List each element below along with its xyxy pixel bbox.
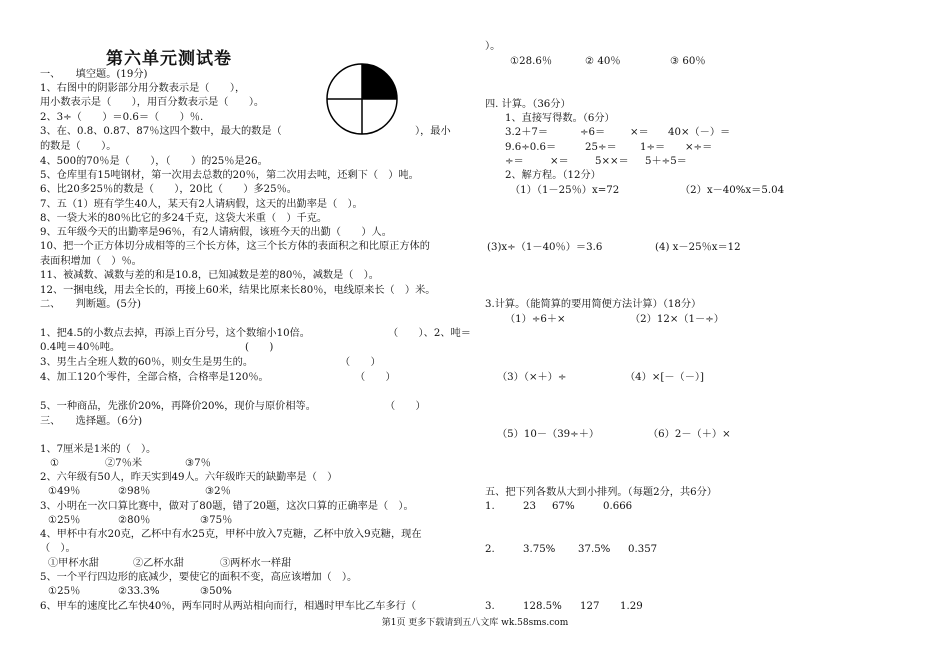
left-text-line: 1、把4.5的小数点去掉，再添上百分号，这个数缩小10倍。 (40, 328, 310, 339)
right-text-line: 5＋÷5＝ (645, 156, 687, 167)
right-text-line: 37.5% (578, 544, 611, 555)
right-text-line: 1÷＝ (640, 142, 666, 153)
right-text-line: ×÷＝ (685, 142, 713, 153)
right-text-line: 2. (485, 544, 495, 555)
right-text-line: （2）12×（1－÷） (630, 314, 724, 325)
right-text-line: ÷＝ (505, 156, 524, 167)
right-text-line: ③ 60％ (670, 56, 706, 67)
right-text-line: (3)x÷（1－40％）＝3.6 (487, 242, 603, 253)
right-text-line: 127 (580, 601, 600, 612)
left-text-line: 的数是（ ）。 (40, 141, 117, 152)
right-text-line: 23 (523, 501, 536, 512)
left-text-line: 1、右图中的阴影部分用分数表示是（ ）， (40, 83, 246, 94)
right-text-line: 67% (552, 501, 575, 512)
left-text-line: 4、加工120个零件，全部合格，合格率是120％。 (40, 372, 269, 383)
right-text-line: 1.29 (620, 601, 643, 612)
left-text-line: ②33.3% (118, 586, 160, 597)
fraction-circle-figure (325, 62, 399, 136)
right-text-line: 5××＝ (595, 156, 629, 167)
right-text-line: （1）（1－25％）x=72 (510, 185, 620, 196)
page-title: 第六单元测试卷 (106, 49, 232, 69)
left-text-line: 11、被减数、减数与差的和是10.8，已知减数是差的80％，减数是（ ）。 (40, 270, 379, 281)
right-text-line: 25÷＝ (585, 142, 617, 153)
right-text-line: (4) x－25％x＝12 (655, 242, 741, 253)
right-text-line: （3）（×＋）÷ (497, 372, 567, 383)
left-text-line: （ ）。 (40, 543, 76, 554)
left-text-line: ②7％米 (105, 458, 143, 469)
right-text-line: （6）2－（＋）× (648, 429, 731, 440)
left-text-line: 4、甲杯中有水20克，乙杯中有水25克，甲杯中放入7克糖，乙杯中放入9克糖，现在 (40, 529, 422, 540)
left-text-line: 0.4吨＝40％吨。 (40, 342, 121, 353)
left-text-line: 10、把一个正方体切分成相等的三个长方体，这三个长方体的表面积之和比原正方体的 (40, 241, 430, 252)
left-text-line: 9、五年级今天的出勤率是96％，有2人请病假，该班今天的出勤（ ）人。 (40, 227, 392, 238)
right-text-line: 1. (485, 501, 495, 512)
left-text-line: （ ）、2、吨＝ (388, 328, 471, 339)
left-text-line: 6、甲车的速度比乙车快40％，两车同时从两站相向而行，相遇时甲车比乙车多行（ (40, 601, 417, 612)
left-text-line: ③2％ (205, 486, 231, 497)
left-text-line: ③7％ (185, 458, 211, 469)
left-text-line: ③50% (200, 586, 232, 597)
left-text-line: 4、500的70％是（ ），（ ）的25％是26。 (40, 156, 268, 167)
left-text-line: （ ） (385, 401, 426, 412)
left-text-line: ），最小 (415, 126, 451, 137)
left-text-line: 3、小明在一次口算比赛中，做对了80题，错了20题，这次口算的正确率是（ ）。 (40, 501, 414, 512)
left-text-line: ②乙杯水甜 (133, 558, 184, 569)
right-text-line: （5）10－（39÷＋） (497, 429, 600, 440)
left-text-line: 表面积增加（ ）％。 (40, 256, 142, 267)
right-text-line: （4）×[－（－）] (625, 372, 704, 383)
page-footer: 第1页 更多下载请到五八文库 wk.58sms.com (381, 618, 569, 628)
right-text-line: （1）÷6＋× (505, 314, 566, 325)
right-text-line: 128.5% (523, 601, 562, 612)
left-text-line: 5、一种商品，先涨价20%，再降价20%，现价与原价相等。 (40, 401, 316, 412)
left-text-line: 6、比20多25％的数是（ ），20比（ ）多25％。 (40, 184, 297, 195)
right-text-line: ①28.6％ (510, 56, 553, 67)
left-text-line: 8、一袋大米的80％比它的多24千克，这袋大米重（ ）千克。 (40, 213, 328, 224)
left-text-line: 5、一个平行四边形的底减少，要使它的面积不变，高应该增加（ ）。 (40, 572, 358, 583)
right-text-line: 3.2＋7＝ (505, 127, 549, 138)
left-text-line: （ ） (340, 357, 381, 368)
left-text-line: ③75％ (200, 515, 233, 526)
left-text-line: 3、在、0.8、0.87、87％这四个数中，最大的数是（ (40, 126, 282, 137)
right-text-line: 1、直接写得数。（6分） (505, 113, 615, 124)
left-text-line: ①25％ (48, 515, 81, 526)
left-text-line: ②98％ (118, 486, 151, 497)
right-text-line: 3.计算。（能简算的要用简便方法计算）（18分） (485, 299, 702, 310)
right-text-line: 四. 计算。（36分） (485, 99, 571, 110)
left-text-line: 12、一捆电线，用去全长的，再接上60米，结果比原来长80％，电线原来长（ ）米。 (40, 285, 436, 296)
right-text-line: 五、把下列各数从大到小排列。（每题2分，共6分） (485, 487, 717, 498)
left-text-line: ③两杯水一样甜 (220, 558, 292, 569)
right-text-line: ② 40％ (585, 56, 621, 67)
right-text-line: 40×（－）＝ (668, 127, 731, 138)
left-text-line: （ ） (355, 372, 396, 383)
left-text-line: 2、3÷（ ）＝0.6＝（ ）％. (40, 112, 204, 123)
left-text-line: ( ) (245, 342, 274, 353)
right-text-line: 3.75% (523, 544, 556, 555)
left-text-line: 3、男生占全班人数的60％，则女生是男生的。 (40, 357, 254, 368)
right-text-line: ×＝ (630, 127, 649, 138)
left-text-line: ②80％ (118, 515, 151, 526)
right-text-line: 2、解方程。（12分） (505, 170, 601, 181)
left-text-line: 用小数表示是（ ），用百分数表示是（ ）。 (40, 97, 265, 108)
left-text-line: ① (50, 458, 60, 469)
left-text-line: 一、 填空题。(19分) (40, 69, 148, 80)
right-text-line: ÷6＝ (580, 127, 606, 138)
left-text-line: 二、 判断题。(5分) (40, 299, 142, 310)
right-text-line: 3. (485, 601, 495, 612)
right-text-line: 9.6÷0.6＝ (505, 142, 557, 153)
left-text-line: ①49％ (48, 486, 81, 497)
left-text-line: 7、五（1）班有学生40人，某天有2人请病假，这天的出勤率是（ ）。 (40, 199, 363, 210)
right-text-line: ×＝ (550, 156, 569, 167)
left-text-line: 5、仓库里有15吨钢材，第一次用去总数的20％，第二次用去吨，还剩下（ ）吨。 (40, 170, 419, 181)
left-text-line: 三、 选择题。（6分) (40, 416, 143, 427)
right-text-line: ）。 (485, 41, 501, 52)
left-text-line: 1、7厘米是1米的（ ）。 (40, 444, 157, 455)
left-text-line: ①25％ (48, 586, 81, 597)
right-text-line: 0.666 (603, 501, 633, 512)
left-text-line: 2、六年级有50人，昨天实到49人。六年级昨天的缺勤率是（ ） (40, 472, 338, 483)
right-text-line: 0.357 (628, 544, 658, 555)
right-text-line: （2）x－40%x＝5.04 (680, 185, 785, 196)
left-text-line: ①甲杯水甜 (48, 558, 99, 569)
